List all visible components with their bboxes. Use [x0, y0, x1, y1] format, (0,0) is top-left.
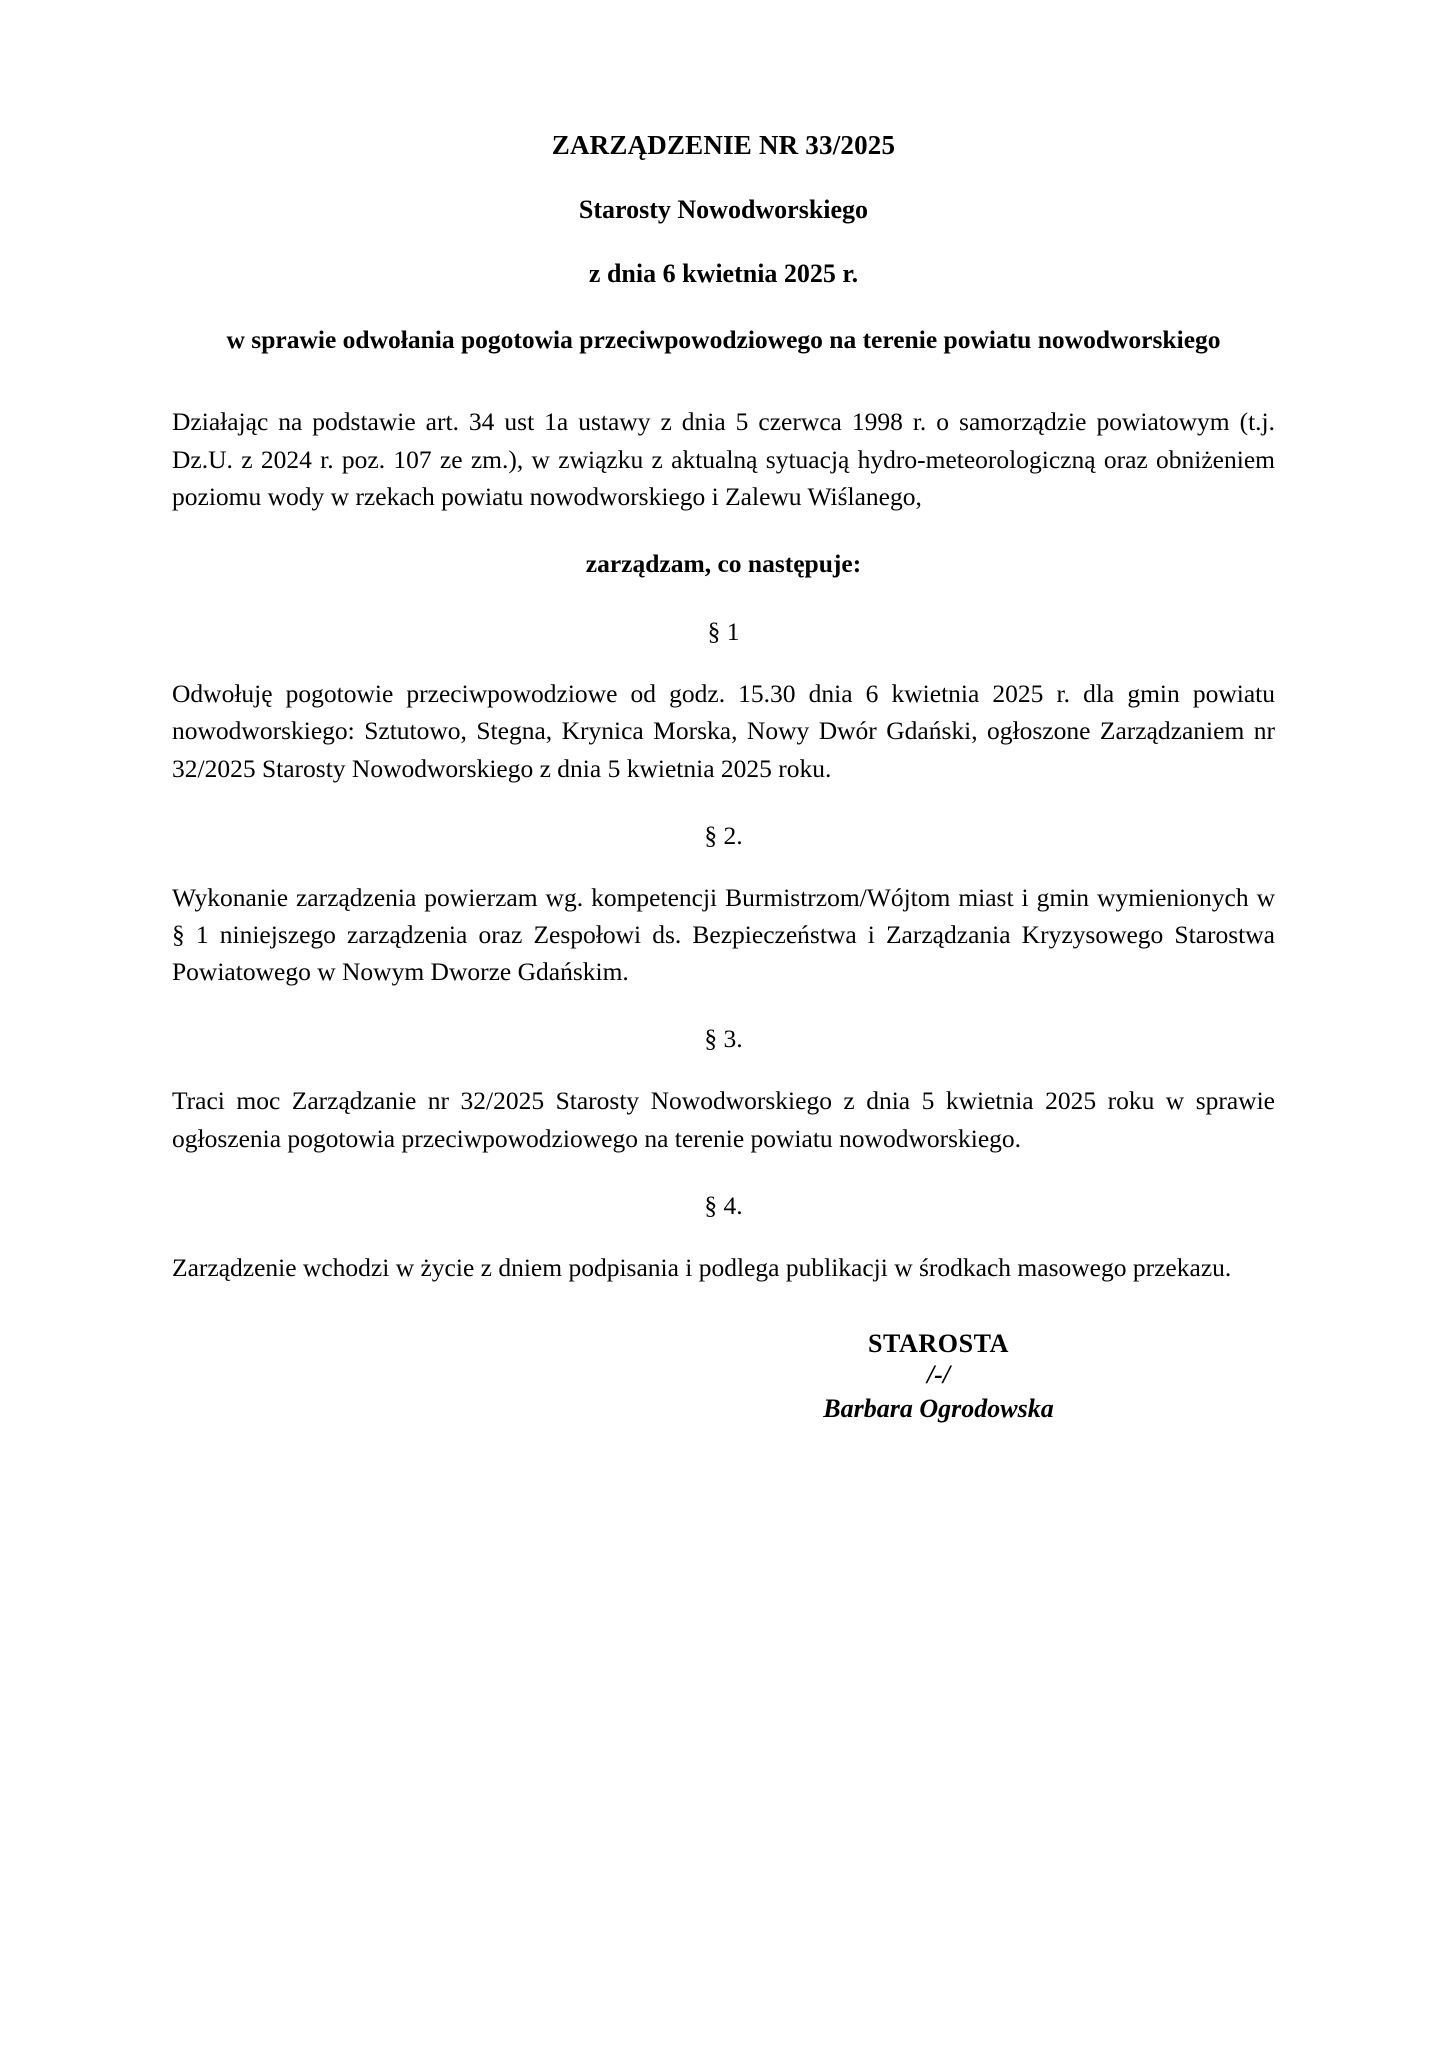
signature-block: [172, 1328, 1275, 1425]
enacting-clause: zarządzam, co następuje:: [585, 549, 862, 579]
document-subject: w sprawie odwołania pogotowia przeciwpowodziowego na terenie powiatu nowodworskiego: [226, 325, 1221, 354]
signature-name: Barbara Ogrodowska: [823, 1393, 1054, 1423]
section-mark-2: § 2.: [704, 820, 743, 850]
page-title: ZARZĄDZENIE NR 33/2025: [551, 130, 896, 160]
document-subtitle: Starosty Nowodworskiego: [578, 195, 869, 224]
preamble-paragraph: Działając na podstawie art. 34 ust 1a ustawy z dnia 5 czerwca 1998 r. o samorządzie powiatowym (t.j. Dz.U. z 2024 r. poz. 107 ze zm.), w związku z aktualną sytuacją hydro-meteorologiczną oraz obniżeniem poziomu wody w rzekach powiatu nowodworskiego i Zalewu Wiślanego,: [172, 407, 1275, 511]
section-text-3: Traci moc Zarządzanie nr 32/2025 Starosty Nowodworskiego z dnia 5 kwietnia 2025 roku w sprawie ogłoszenia pogotowia przeciwpowodziowego na terenie powiatu nowodworskiego.: [172, 1086, 1275, 1153]
section-mark-4: § 4.: [704, 1190, 743, 1220]
section-mark-3: § 3.: [704, 1024, 743, 1054]
section-text-2: Wykonanie zarządzenia powierzam wg. kompetencji Burmistrzom/Wójtom miast i gmin wymienionych w § 1 niniejszego zarządzenia oraz Zespołowi ds. Bezpieczeństwa i Zarządzania Kryzysowego Starostwa Powiatowego w Nowym Dworze Gdańskim.: [172, 882, 1275, 987]
signature-mark: /-/: [926, 1360, 951, 1390]
section-mark-1: § 1: [707, 617, 740, 647]
section-text-1: Odwołuję pogotowie przeciwpowodziowe od godz. 15.30 dnia 6 kwietnia 2025 r. dla gmin powiatu nowodworskiego: Sztutowo, Stegna, Krynica Morska, Nowy Dwór Gdański, ogłoszone Zarządzaniem nr 32/2025 Starosty Nowodworskiego z dnia 5 kwietnia 2025 roku.: [172, 679, 1275, 783]
section-text-4: Zarządzenie wchodzi w życie z dniem podpisania i podlega publikacji w środkach masowego przekazu.: [172, 1252, 1232, 1282]
document-date: z dnia 6 kwietnia 2025 r.: [588, 259, 859, 288]
signature-role: STAROSTA: [867, 1329, 1010, 1359]
